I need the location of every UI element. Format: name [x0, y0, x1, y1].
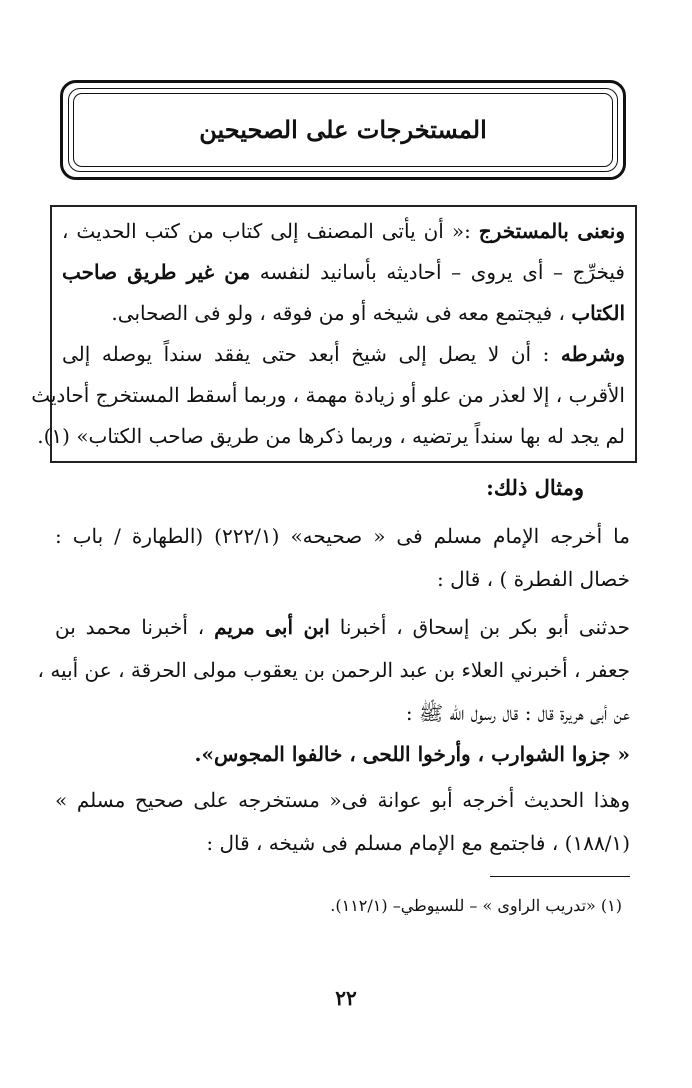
- paragraph-3-line-1: وهذا الحديث أخرجه أبو عوانة فى« مستخرجه على صحيح مسلم »: [55, 788, 630, 812]
- hadith-line: « جزوا الشوارب ، وأرخوا اللحى ، خالفوا المجوس».: [194, 742, 630, 766]
- chapter-title: المستخرجات على الصحيحين: [199, 115, 487, 144]
- definition-emphasis: من غير طريق صاحب: [62, 260, 251, 284]
- paragraph-3-line-2: (١٨٨/١) ، فاجتمع مع الإمام مسلم فى شيخه ، قال :: [206, 831, 630, 855]
- paragraph-1-line-2: خصال الفطرة ) ، قال :: [437, 567, 630, 591]
- condition-term: وشرطه: [560, 342, 625, 366]
- condition-line-1: وشرطه : أن لا يصل إلى شيخ أبعد حتى يفقد سنداً يوصله إلى: [62, 342, 625, 366]
- paragraph-2-line-2: جعفر ، أخبرني العلاء بن عبد الرحمن بن يعقوب مولى الحرقة ، عن أبيه ،: [37, 658, 630, 682]
- condition-line-2: الأقرب ، إلا لعذر من علو أو زيادة مهمة ، وربما أسقط المستخرج أحاديث: [31, 383, 625, 407]
- footnote-separator: [490, 876, 630, 877]
- narrator-name: ابن أبى مريم: [214, 615, 330, 639]
- footnote: (١) «تدريب الراوى » – للسيوطي– (١١٢/١).: [330, 896, 622, 915]
- definition-term: ونعنى بالمستخرج: [478, 219, 626, 243]
- paragraph-1-line-1: ما أخرجه الإمام مسلم فى « صحيحه» (٢٢٢/١) (الطهارة / باب :: [55, 524, 630, 548]
- definition-box: [31, 205, 637, 463]
- definition-line-1: ونعنى بالمستخرج :« أن يأتى المصنف إلى كتاب من كتب الحديث ،: [62, 219, 626, 243]
- paragraph-3: [55, 779, 630, 865]
- paragraph-1: [55, 515, 630, 601]
- definition-line-2: فيخرِّج – أى يروى – أحاديثه بأسانيد لنفسه من غير طريق صاحب: [62, 260, 625, 284]
- condition-line-3: لم يجد له بها سنداً يرتضيه ، وربما ذكرها من طريق صاحب الكتاب» (١).: [37, 424, 625, 448]
- paragraph-2-line-3: عن أبى هريرة قال : قال رسول الله ﷺ :: [405, 701, 630, 725]
- example-heading: ومثال ذلك:: [486, 475, 584, 500]
- hadith-text: [55, 733, 630, 776]
- page-number: ٢٢: [335, 986, 357, 1010]
- chapter-title-frame: [60, 80, 626, 180]
- paragraph-2-line-1: حدثنى أبو بكر بن إسحاق ، أخبرنا ابن أبى مريم ، أخبرنا محمد بن: [55, 615, 630, 639]
- paragraph-2: [37, 606, 630, 735]
- definition-emphasis-2: الكتاب: [571, 301, 625, 325]
- definition-line-3: الكتاب ، فيجتمع معه فى شيخه أو من فوقه ، ولو فى الصحابى.: [111, 301, 625, 325]
